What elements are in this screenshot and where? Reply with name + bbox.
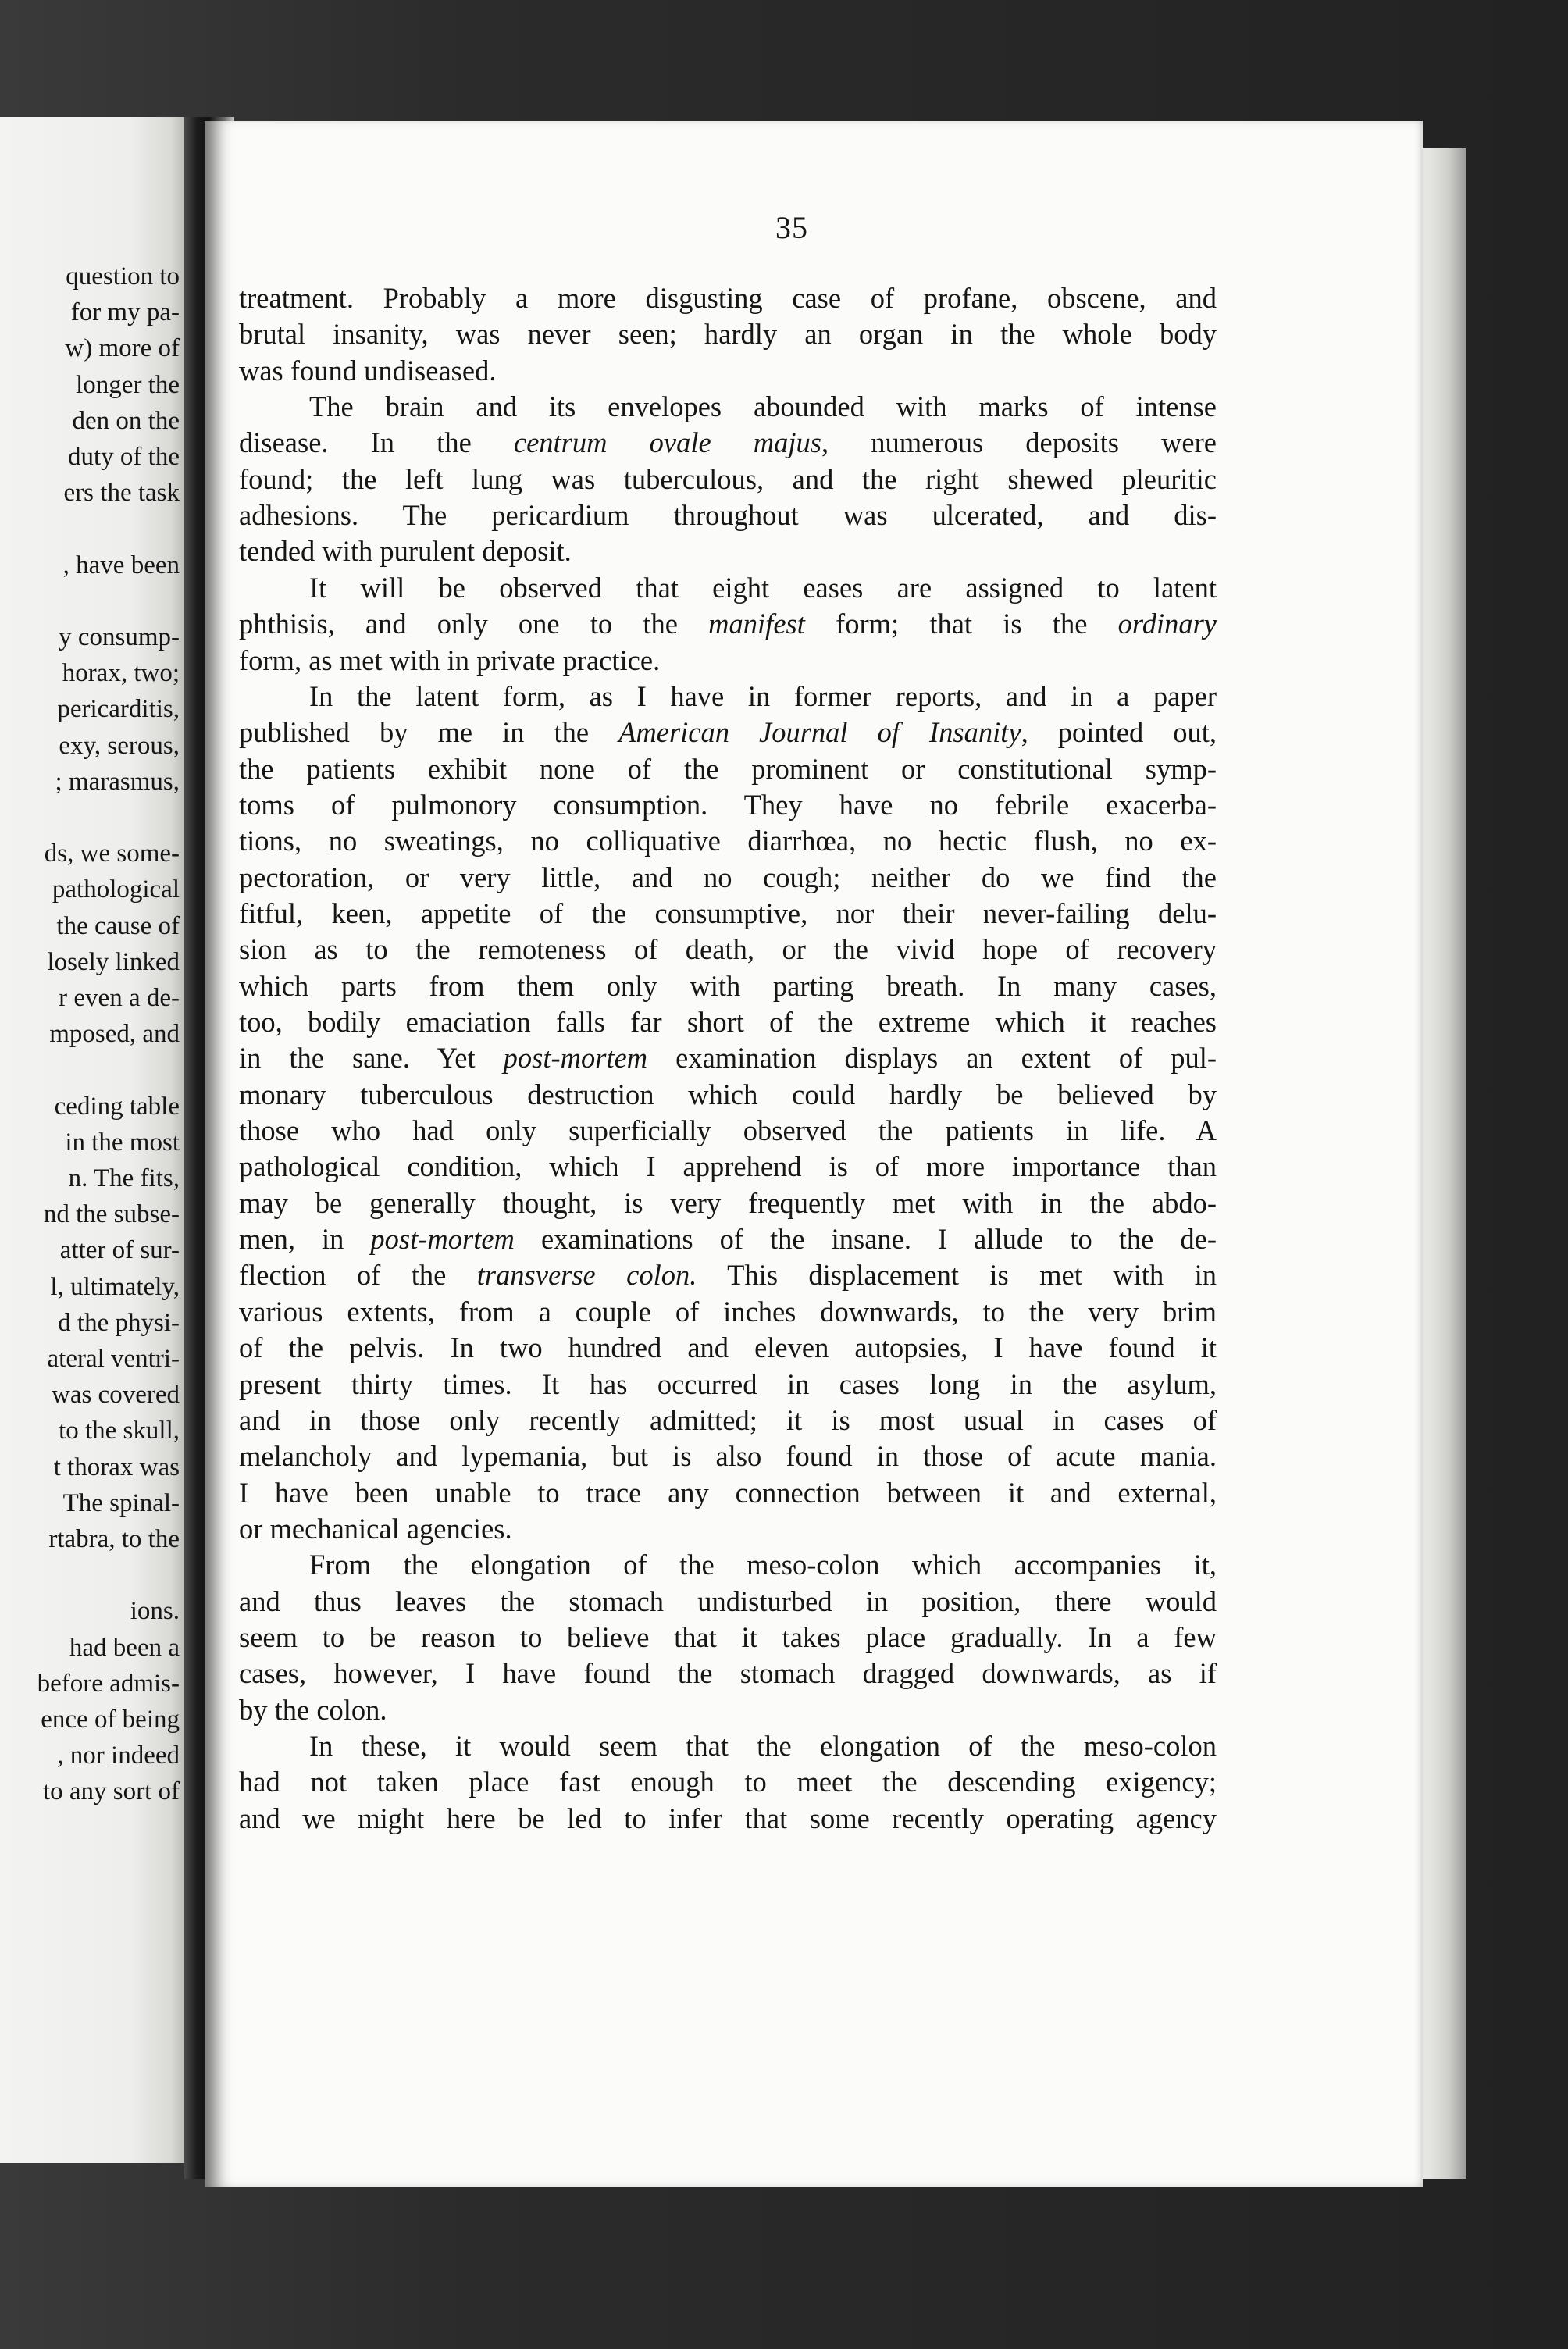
text-run: toms of pulmonory consumption. They have no febrile exacerba-: [239, 788, 1217, 821]
text-line: [239, 1474, 1217, 1512]
text-run: in the sane. Yet: [239, 1042, 504, 1075]
text-run: form; that is the: [804, 608, 1118, 640]
text-run: In these, it would seem that the elongation of the meso-colon: [309, 1730, 1217, 1762]
text-run: fitful, keen, appetite of the consumptive, nor their never-failing delu-: [239, 896, 1217, 929]
left-page-line: The spinal-: [62, 1488, 180, 1517]
text-line: [239, 931, 1217, 968]
text-line: [239, 1655, 1217, 1692]
text-run: which parts from them only with parting breath. In many cases,: [239, 969, 1217, 1002]
text-line: [239, 1221, 1217, 1258]
text-line: [239, 315, 1217, 353]
left-page-line: n. The fits,: [68, 1164, 180, 1192]
text-line: [239, 1039, 1217, 1077]
text-line: [239, 714, 1217, 751]
left-page-line: pericarditis,: [57, 695, 180, 724]
left-page-line: losely linked: [47, 947, 180, 976]
text-line: [239, 497, 1217, 534]
text-line: [239, 1148, 1217, 1185]
text-run: tended with purulent deposit.: [239, 535, 572, 568]
text-run: melancholy and lypemania, but is also found in those of acute mania.: [239, 1440, 1217, 1473]
italic-phrase: transverse colon.: [476, 1259, 697, 1292]
text-line: [309, 678, 1217, 715]
text-line: [239, 461, 1217, 498]
text-line: [239, 1402, 1217, 1439]
text-run: form, as met with in private practice.: [239, 643, 661, 676]
left-page-line: l, ultimately,: [50, 1272, 180, 1301]
left-page-line: to any sort of: [42, 1777, 180, 1806]
text-line: [239, 1112, 1217, 1150]
text-line: [239, 750, 1217, 788]
text-line: [239, 1800, 1217, 1837]
text-run: published by me in the: [239, 716, 619, 749]
left-page-line: longer the: [76, 370, 180, 399]
left-page-line: ence of being: [41, 1706, 180, 1734]
left-page-line: ions.: [130, 1597, 180, 1626]
text-line: [239, 1076, 1217, 1114]
text-run: It will be observed that eight eases are assigned to latent: [309, 571, 1217, 604]
left-page-line: in the most: [65, 1128, 180, 1157]
text-run: cases, however, I have found the stomach dragged downwards, as if: [239, 1657, 1217, 1690]
text-line: [239, 822, 1217, 860]
text-line: [239, 533, 1217, 570]
text-run: , numerous deposits were: [821, 426, 1217, 459]
italic-phrase: American Journal of Insanity: [618, 716, 1021, 749]
text-run: the patients exhibit none of the prominent or constitutional symp-: [239, 752, 1217, 785]
left-page-line: ers the task: [63, 479, 180, 508]
text-line: [239, 1583, 1217, 1620]
text-line: [239, 859, 1217, 896]
text-run: seem to be reason to believe that it takes place gradually. In a few: [239, 1620, 1217, 1653]
left-page-line: was covered: [51, 1381, 180, 1410]
text-run: I have been unable to trace any connection between it and external,: [239, 1476, 1217, 1509]
left-facing-page: [0, 117, 186, 2163]
left-page-line: mposed, and: [49, 1020, 180, 1049]
text-line: [239, 1003, 1217, 1041]
left-page-line: t thorax was: [53, 1453, 180, 1481]
italic-phrase: manifest: [708, 608, 805, 640]
text-line: [239, 1438, 1217, 1475]
text-line: [239, 1763, 1217, 1801]
text-run: pathological condition, which I apprehend is of more importance than: [239, 1150, 1217, 1183]
text-run: disease. In the: [239, 426, 514, 459]
text-run: treatment. Probably a more disgusting case of profane, obscene, and: [239, 282, 1217, 314]
text-line: [239, 1619, 1217, 1656]
text-run: tions, no sweatings, no colliquative diarrhœa, no hectic flush, no ex-: [239, 825, 1217, 857]
text-run: In the latent form, as I have in former reports, and in a paper: [309, 679, 1217, 712]
text-run: found; the left lung was tuberculous, and the right shewed pleuritic: [239, 462, 1217, 495]
text-run: phthisis, and only one to the: [239, 608, 709, 640]
text-run: pectoration, or very little, and no cough; neither do we find the: [239, 861, 1217, 893]
text-line: [239, 642, 1217, 679]
text-run: men, in: [239, 1223, 371, 1256]
text-line: [309, 1546, 1217, 1584]
text-line: [239, 1293, 1217, 1331]
text-run: monary tuberculous destruction which could hardly be believed by: [239, 1078, 1217, 1110]
text-run: and thus leaves the stomach undisturbed in position, there would: [239, 1584, 1217, 1617]
text-run: This displacement is met with in: [697, 1259, 1217, 1292]
text-run: too, bodily emaciation falls far short of the extreme which it reaches: [239, 1006, 1217, 1038]
text-run: may be generally thought, is very frequently met with in the abdo-: [239, 1186, 1217, 1219]
text-line: [239, 1256, 1217, 1294]
text-run: brutal insanity, was never seen; hardly an organ in the whole body: [239, 318, 1217, 351]
left-page-line: ateral ventri-: [47, 1345, 180, 1373]
left-page-line: w) more of: [65, 334, 180, 363]
text-run: sion as to the remoteness of death, or the vivid hope of recovery: [239, 933, 1217, 966]
left-page-line: d the physi-: [58, 1308, 180, 1337]
text-line: [239, 1510, 1217, 1548]
text-line: [239, 895, 1217, 932]
left-page-line: , have been: [62, 551, 180, 579]
text-run: and we might here be led to infer that some recently operating agency: [239, 1802, 1217, 1834]
text-run: The brain and its envelopes abounded with marks of intense: [309, 390, 1217, 423]
text-line: [239, 1366, 1217, 1403]
text-line: [239, 1329, 1217, 1367]
italic-phrase: ordinary: [1117, 608, 1217, 640]
text-line: [239, 968, 1217, 1005]
left-page-line: for my pa-: [70, 298, 180, 327]
text-line: [239, 1691, 1217, 1729]
left-page-line: rtabra, to the: [48, 1525, 180, 1553]
left-page-line: r even a de-: [59, 984, 180, 1012]
text-run: or mechanical agencies.: [239, 1512, 512, 1545]
left-page-line: question to: [66, 262, 180, 291]
left-page-line: to the skull,: [59, 1417, 180, 1445]
left-page-line: den on the: [72, 406, 180, 435]
left-page-line: ; marasmus,: [55, 767, 180, 796]
text-line: [239, 605, 1217, 643]
text-run: adhesions. The pericardium throughout was ulcerated, and dis-: [239, 499, 1217, 532]
left-page-line: exy, serous,: [59, 731, 180, 760]
text-line: [239, 280, 1217, 317]
text-line: [309, 569, 1217, 607]
left-page-line: had been a: [69, 1633, 180, 1662]
text-run: had not taken place fast enough to meet the descending exigency;: [239, 1766, 1217, 1798]
text-run: From the elongation of the meso-colon which accompanies it,: [309, 1549, 1217, 1581]
page-number: 35: [775, 210, 808, 245]
text-line: [239, 786, 1217, 824]
left-page-line: ds, we some-: [44, 839, 180, 868]
text-run: those who had only superficially observed the patients in life. A: [239, 1114, 1217, 1147]
left-page-line: ceding table: [54, 1092, 180, 1121]
text-run: , pointed out,: [1021, 716, 1217, 749]
text-run: examinations of the insane. I allude to the de-: [514, 1223, 1217, 1256]
text-line: [309, 1727, 1217, 1765]
text-run: examination displays an extent of pul-: [647, 1042, 1217, 1075]
left-page-line: horax, two;: [62, 659, 180, 688]
text-run: of the pelvis. In two hundred and eleven autopsies, I have found it: [239, 1331, 1217, 1364]
text-run: was found undiseased.: [239, 354, 497, 387]
left-page-line: duty of the: [68, 443, 180, 471]
left-page-line: y consump-: [59, 623, 180, 651]
text-line: [239, 352, 1217, 390]
left-page-line: , nor indeed: [57, 1741, 180, 1770]
left-page-line: the cause of: [56, 911, 180, 940]
italic-phrase: centrum ovale majus: [513, 426, 821, 459]
text-run: and in those only recently admitted; it is most usual in cases of: [239, 1403, 1217, 1436]
text-line: [239, 1185, 1217, 1222]
text-run: by the colon.: [239, 1693, 387, 1726]
text-run: present thirty times. It has occurred in cases long in the asylum,: [239, 1367, 1217, 1400]
left-page-line: atter of sur-: [59, 1236, 180, 1265]
text-line: [309, 388, 1217, 426]
text-run: various extents, from a couple of inches downwards, to the very brim: [239, 1295, 1217, 1328]
left-page-line: nd the subse-: [43, 1200, 180, 1229]
left-page-line: before admis-: [37, 1669, 180, 1698]
left-page-line: pathological: [52, 875, 180, 904]
italic-phrase: post-mortem: [370, 1223, 515, 1256]
text-line: [239, 424, 1217, 462]
italic-phrase: post-mortem: [503, 1042, 648, 1075]
text-run: flection of the: [239, 1259, 477, 1292]
